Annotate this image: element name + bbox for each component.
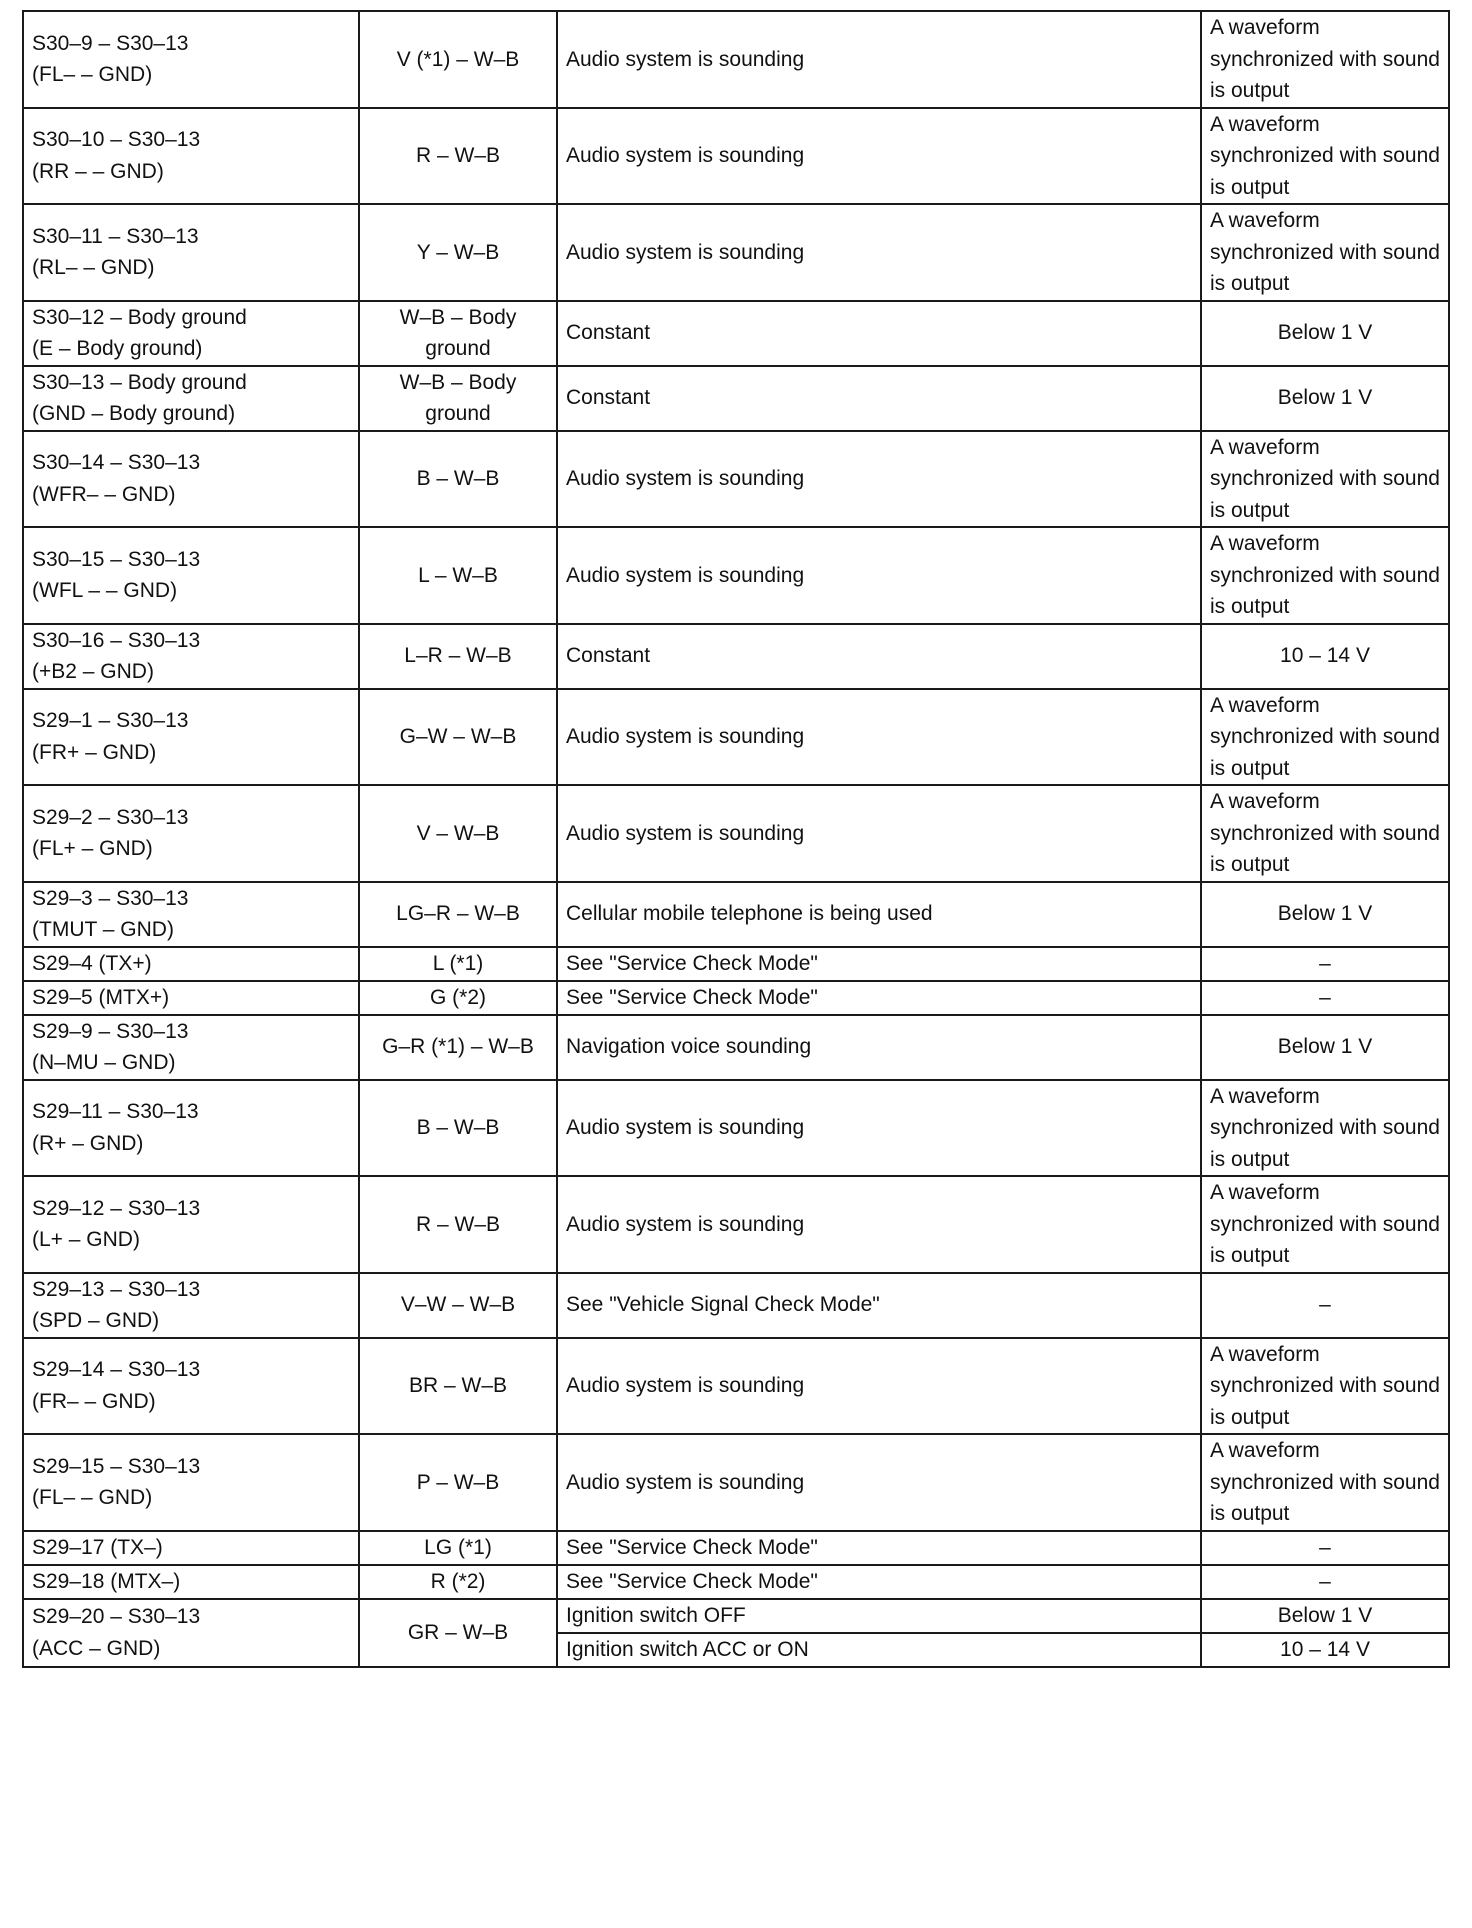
condition-cell: Audio system is sounding [557, 1176, 1201, 1273]
wiring-color-cell [359, 11, 557, 108]
condition-cell: See "Service Check Mode" [557, 1531, 1201, 1565]
terminal-cell [23, 431, 359, 528]
table-row [23, 204, 1449, 301]
terminal-cell [23, 1531, 359, 1565]
specified-condition-cell: A waveform synchronized with sound is output [1201, 1434, 1449, 1531]
table-row [23, 108, 1449, 205]
specified-condition-cell: – [1201, 1565, 1449, 1599]
cell-text-line: S29–15 – S30–13 [32, 1454, 201, 1478]
cell-text-line: (FL– – GND) [32, 63, 153, 87]
specified-condition-cell: – [1201, 1273, 1449, 1338]
condition-cell: Ignition switch ACC or ON [557, 1633, 1201, 1667]
wiring-color-cell [359, 1176, 557, 1273]
terminal-cell [23, 1338, 359, 1435]
cell-text-line: (RL– – GND) [32, 256, 155, 280]
terminal-cell [23, 366, 359, 431]
cell-text-line: (TMUT – GND) [32, 918, 174, 941]
table-row [23, 1599, 1449, 1633]
specified-condition-cell: A waveform synchronized with sound is output [1201, 527, 1449, 624]
cell-text-line: (+B2 – GND) [32, 660, 154, 683]
condition-cell: Constant [557, 366, 1201, 431]
cell-text-line: S30–10 – S30–13 [32, 128, 201, 152]
specified-condition-cell: A waveform synchronized with sound is output [1201, 689, 1449, 786]
wiring-color-cell [359, 301, 557, 366]
terminal-spec-table [22, 10, 1450, 1668]
table-row [23, 689, 1449, 786]
specified-condition-cell: Below 1 V [1201, 882, 1449, 947]
table-row [23, 1434, 1449, 1531]
wiring-color-cell [359, 785, 557, 882]
condition-cell: Audio system is sounding [557, 1080, 1201, 1177]
cell-text-line: B – W–B [416, 467, 500, 490]
cell-text-line: S29–14 – S30–13 [32, 1358, 201, 1382]
cell-text-line: (R+ – GND) [32, 1131, 144, 1155]
condition-cell: Audio system is sounding [557, 527, 1201, 624]
cell-text-line: S29–18 (MTX–) [32, 1569, 181, 1593]
wiring-color-cell [359, 947, 557, 981]
cell-text-line: B – W–B [416, 1116, 500, 1139]
cell-text-line: G–R (*1) – W–B [382, 1035, 534, 1059]
wiring-color-cell [359, 1273, 557, 1338]
cell-text-line: (WFR– – GND) [32, 482, 176, 506]
terminal-cell [23, 1080, 359, 1177]
condition-cell: Audio system is sounding [557, 1434, 1201, 1531]
table-row [23, 1273, 1449, 1338]
cell-text-line: S29–17 (TX–) [32, 1535, 163, 1559]
cell-text-line: (GND – Body ground) [32, 402, 236, 425]
cell-text-line: S29–12 – S30–13 [32, 1196, 201, 1220]
table-row [23, 1080, 1449, 1177]
terminal-cell [23, 785, 359, 882]
terminal-cell [23, 1273, 359, 1338]
table-row [23, 1015, 1449, 1080]
condition-cell: Audio system is sounding [557, 11, 1201, 108]
specified-condition-cell: Below 1 V [1201, 1015, 1449, 1080]
specified-condition-cell: – [1201, 947, 1449, 981]
specified-condition-cell: A waveform synchronized with sound is output [1201, 108, 1449, 205]
terminal-cell [23, 301, 359, 366]
specified-condition-cell: – [1201, 981, 1449, 1015]
wiring-color-cell [359, 882, 557, 947]
condition-cell: See "Service Check Mode" [557, 981, 1201, 1015]
condition-cell: See "Service Check Mode" [557, 1565, 1201, 1599]
wiring-color-cell [359, 1338, 557, 1435]
terminal-cell [23, 1434, 359, 1531]
cell-text-line: S29–2 – S30–13 [32, 805, 189, 829]
condition-cell: Ignition switch OFF [557, 1599, 1201, 1633]
cell-text-line: L – W–B [418, 563, 498, 587]
table-row [23, 1176, 1449, 1273]
cell-text-line: S30–16 – S30–13 [32, 628, 201, 652]
table-row [23, 624, 1449, 689]
cell-text-line: G–W – W–B [399, 725, 517, 748]
cell-text-line: (L+ – GND) [32, 1228, 140, 1252]
wiring-color-cell [359, 1434, 557, 1531]
table-row [23, 981, 1449, 1015]
terminal-cell [23, 981, 359, 1015]
terminal-cell [23, 108, 359, 205]
terminal-cell [23, 947, 359, 981]
specified-condition-cell: A waveform synchronized with sound is output [1201, 1080, 1449, 1177]
cell-text-line: (FR+ – GND) [32, 740, 157, 764]
table-row [23, 1338, 1449, 1435]
wiring-color-cell [359, 1531, 557, 1565]
specified-condition-cell: Below 1 V [1201, 301, 1449, 366]
terminal-cell [23, 1015, 359, 1080]
specified-condition-cell: 10 – 14 V [1201, 1633, 1449, 1667]
specified-condition-cell: Below 1 V [1201, 1599, 1449, 1633]
table-row [23, 882, 1449, 947]
condition-cell: See "Service Check Mode" [557, 947, 1201, 981]
cell-text-line: LG–R – W–B [396, 902, 520, 926]
cell-text-line: (FL+ – GND) [32, 837, 153, 861]
specified-condition-cell: 10 – 14 V [1201, 624, 1449, 689]
specified-condition-cell: A waveform synchronized with sound is output [1201, 204, 1449, 301]
cell-text-line: S30–9 – S30–13 [32, 31, 189, 55]
specified-condition-cell: A waveform synchronized with sound is output [1201, 11, 1449, 108]
wiring-color-cell [359, 366, 557, 431]
wiring-color-cell [359, 1565, 557, 1599]
table-row [23, 527, 1449, 624]
cell-text-line: L–R – W–B [404, 644, 512, 668]
cell-text-line: V (*1) – W–B [396, 47, 520, 71]
table-row [23, 431, 1449, 528]
specified-condition-cell: – [1201, 1531, 1449, 1565]
wiring-color-cell [359, 1599, 557, 1667]
cell-text-line: S30–11 – S30–13 [32, 224, 199, 248]
cell-text-line: V–W – W–B [400, 1293, 516, 1317]
terminal-cell [23, 1599, 359, 1667]
cell-text-line: R – W–B [415, 1212, 501, 1236]
terminal-cell [23, 882, 359, 947]
document-page [22, 10, 1448, 1668]
terminal-cell [23, 11, 359, 108]
specified-condition-cell: A waveform synchronized with sound is output [1201, 1176, 1449, 1273]
cell-text-line: GR – W–B [407, 1620, 509, 1644]
table-row [23, 1565, 1449, 1599]
terminal-cell [23, 1565, 359, 1599]
cell-text-line: G (*2) [429, 985, 486, 1009]
wiring-color-cell [359, 1080, 557, 1177]
table-row [23, 1531, 1449, 1565]
wiring-color-cell [359, 527, 557, 624]
wiring-color-cell [359, 108, 557, 205]
cell-text-line: S29–1 – S30–13 [32, 709, 189, 733]
cell-text-line: V – W–B [416, 821, 500, 845]
cell-text-line: S29–5 (MTX+) [32, 985, 170, 1009]
table-row [23, 366, 1449, 431]
terminal-cell [23, 527, 359, 624]
cell-text-line: (ACC – GND) [32, 1636, 161, 1660]
specified-condition-cell: A waveform synchronized with sound is output [1201, 1338, 1449, 1435]
cell-text-line: (E – Body ground) [32, 337, 203, 360]
wiring-color-cell [359, 204, 557, 301]
cell-text-line: S29–20 – S30–13 [32, 1605, 201, 1628]
cell-text-line: W–B – Body [399, 305, 517, 329]
condition-cell: Navigation voice sounding [557, 1015, 1201, 1080]
cell-text-line: ground [425, 337, 491, 360]
cell-text-line: (RR – – GND) [32, 159, 164, 183]
cell-text-line: P – W–B [416, 1470, 500, 1494]
cell-text-line: S29–13 – S30–13 [32, 1277, 201, 1301]
condition-cell: Constant [557, 624, 1201, 689]
table-row [23, 11, 1449, 108]
cell-text-line: W–B – Body [399, 370, 517, 394]
specified-condition-cell: A waveform synchronized with sound is output [1201, 431, 1449, 528]
cell-text-line: S29–3 – S30–13 [32, 886, 189, 910]
cell-text-line: LG (*1) [424, 1535, 492, 1559]
cell-text-line: S30–15 – S30–13 [32, 547, 201, 571]
cell-text-line: ground [425, 402, 491, 425]
cell-text-line: S29–11 – S30–13 [32, 1100, 199, 1124]
condition-cell: Audio system is sounding [557, 689, 1201, 786]
table-row [23, 301, 1449, 366]
cell-text-line: S29–4 (TX+) [32, 951, 152, 975]
table-row [23, 785, 1449, 882]
cell-text-line: (FR– – GND) [32, 1389, 156, 1413]
cell-text-line: S30–14 – S30–13 [32, 451, 201, 475]
condition-cell: Cellular mobile telephone is being used [557, 882, 1201, 947]
specified-condition-cell: Below 1 V [1201, 366, 1449, 431]
terminal-cell [23, 689, 359, 786]
cell-text-line: R (*2) [430, 1569, 486, 1593]
condition-cell: Audio system is sounding [557, 785, 1201, 882]
condition-cell: See "Vehicle Signal Check Mode" [557, 1273, 1201, 1338]
table-body [23, 11, 1449, 1667]
cell-text-line: Y – W–B [416, 240, 500, 264]
cell-text-line: (FL– – GND) [32, 1486, 153, 1510]
wiring-color-cell [359, 981, 557, 1015]
cell-text-line: L (*1) [432, 951, 484, 975]
cell-text-line: S29–9 – S30–13 [32, 1019, 189, 1043]
wiring-color-cell [359, 689, 557, 786]
terminal-cell [23, 204, 359, 301]
cell-text-line: S30–12 – Body ground [32, 305, 247, 329]
specified-condition-cell: A waveform synchronized with sound is output [1201, 785, 1449, 882]
condition-cell: Audio system is sounding [557, 204, 1201, 301]
terminal-cell [23, 624, 359, 689]
cell-text-line: R – W–B [415, 144, 501, 167]
condition-cell: Audio system is sounding [557, 1338, 1201, 1435]
terminal-cell [23, 1176, 359, 1273]
cell-text-line: (SPD – GND) [32, 1309, 160, 1332]
cell-text-line: (N–MU – GND) [32, 1051, 176, 1074]
table-row [23, 947, 1449, 981]
cell-text-line: S30–13 – Body ground [32, 370, 247, 394]
wiring-color-cell [359, 431, 557, 528]
cell-text-line: BR – W–B [408, 1374, 508, 1397]
condition-cell: Constant [557, 301, 1201, 366]
cell-text-line: (WFL – – GND) [32, 579, 178, 603]
condition-cell: Audio system is sounding [557, 431, 1201, 528]
wiring-color-cell [359, 1015, 557, 1080]
wiring-color-cell [359, 624, 557, 689]
condition-cell: Audio system is sounding [557, 108, 1201, 205]
